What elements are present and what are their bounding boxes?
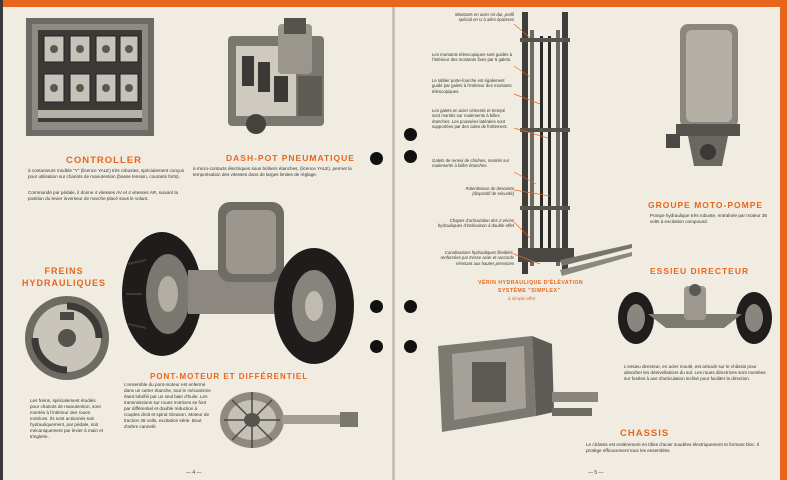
mast-label-4: Les galets en acier cémenté et trempé sont montés sur roulements à billes étanches. Les poussées latérales sont supportées par des cales de frottement. xyxy=(432,108,508,130)
binder-hole xyxy=(370,340,383,353)
brake-photo xyxy=(22,292,112,384)
lift-mast-photo xyxy=(500,8,640,286)
controller-title: CONTROLLER xyxy=(66,155,142,166)
mast-label-6: Ralentisseur de descente (dispositif de sécurité) xyxy=(465,186,514,197)
dashpot-photo xyxy=(218,16,338,146)
binder-hole xyxy=(404,340,417,353)
binder-hole xyxy=(370,300,383,313)
binder-hole xyxy=(404,150,417,163)
controller-text-2: Commandé par pédale, il donne 4 vitesses AV et 4 vitesses AR, suivant la position du levier inverseur de marche placé sous le volant. xyxy=(28,190,179,201)
controller-photo xyxy=(24,14,158,140)
chassis-text: Le châssis est entièrement en tôles d'acier soudées électriquement et formant bloc. Il protège efficacement tous les ensembles. xyxy=(586,442,760,453)
dashpot-title: DASH-POT PNEUMATIQUE xyxy=(226,153,355,163)
differential-gear-photo xyxy=(212,384,362,452)
pont-title: PONT-MOTEUR ET DIFFÉRENTIEL xyxy=(150,372,309,381)
binding-gutter xyxy=(392,7,395,480)
binder-hole xyxy=(404,300,417,313)
right-page-number: — 5 — xyxy=(588,470,604,476)
top-orange-band xyxy=(0,0,787,7)
right-orange-band xyxy=(780,0,787,480)
freins-title-2: HYDRAULIQUES xyxy=(22,278,107,288)
mast-label-7: Chapes d'articulation des 2 vérins hydrauliques d'inclinaison à double effet xyxy=(437,218,514,229)
groupe-text: Pompe hydraulique très robuste, entraînée par moteur 36 volts à excitation compound. xyxy=(650,213,767,224)
verin-title-2: SYSTÈME "SIMPLEX" xyxy=(498,288,561,294)
binder-hole xyxy=(404,128,417,141)
freins-title-1: FREINS xyxy=(44,266,84,276)
controller-text-1: à contacteurs modèle "Y" (licence YALE) très robustes, spécialement conçus pour utilisation sur chariots de manutention (basse tension, courants forts). xyxy=(28,168,185,179)
verin-title-1: VÉRIN HYDRAULIQUE D'ÉLÉVATION xyxy=(478,280,584,286)
mast-label-8: Canalisations hydrauliques flexibles, renforcées par tresse acier et raccords résistant aux hautes pressions xyxy=(440,250,514,266)
drive-axle-photo xyxy=(118,194,370,372)
groupe-title: GROUPE MOTO-POMPE xyxy=(648,200,764,210)
dashpot-text: à micro-contacts électriques sous boîtiers étanches, (licence YALE), permet la temporisation des vitesses dans de larges limites de réglage. xyxy=(193,166,352,177)
mast-label-1: Montants en acier mi-dur, profil spécial en U à ailes épaisses xyxy=(455,12,514,23)
binder-hole xyxy=(370,152,383,165)
pont-text: L'ensemble du pont-moteur est enfermé dans un carter étanche, tout le mécanisme étant lubrifié par un seul bain d'huile. Les transmissions sur roues motrices se font par différentiel et double réduction à couples droit et spiral Gleason. Moteur de traction 36 volts, excitation série. Bout d'arbre cannelé. xyxy=(124,382,211,429)
mast-label-5: Galets de renvoi de chaînes, montés sur roulements à billes étanches. xyxy=(432,158,510,169)
chassis-title: CHASSIS xyxy=(620,428,670,439)
essieu-title: ESSIEU DIRECTEUR xyxy=(650,266,750,276)
essieu-text: L'essieu directeur, en acier moulé, est articulé sur le châssis pour absorber les dénivellations du sol. Les roues directrices sont montées sur fusées à axe d'articulation incliné pour faciliter la direction. xyxy=(624,364,766,381)
freins-text: Les freins, spécialement étudiés pour chariots de manutention, sont montés à l'intérieur des roues motrices. Ils sont actionnés soit hydrauliquement, par pédale, soit mécaniquement par levier à main et tringlerie. xyxy=(30,398,104,439)
mast-label-3: Le tablier porte-fourche est également guidé par galets à l'intérieur des montants télescopiques. xyxy=(432,78,512,94)
steering-axle-photo xyxy=(614,278,776,354)
left-page-number: — 4 — xyxy=(186,470,202,476)
left-page-edge xyxy=(0,0,3,480)
motor-pump-photo xyxy=(666,16,750,176)
verin-subtitle: à simple effet xyxy=(508,296,536,301)
mast-label-2: Les montants télescopiques sont guidés à l'intérieur des montants fixes par 6 galets. xyxy=(432,52,513,63)
chassis-photo xyxy=(432,332,602,436)
